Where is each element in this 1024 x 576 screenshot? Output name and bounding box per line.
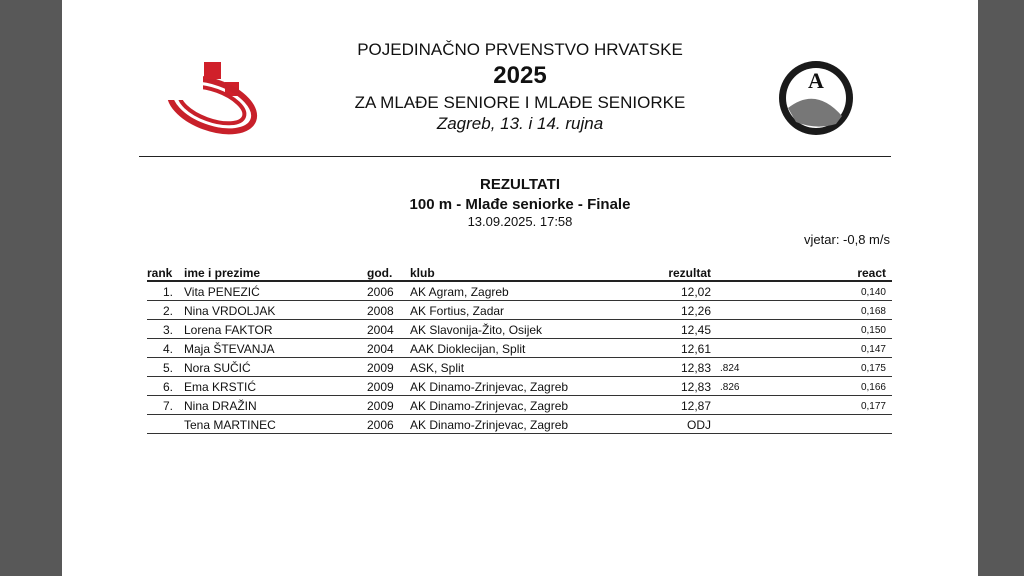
championship-place-date: Zagreb, 13. i 14. rujna [436,114,604,133]
cell-god: 2009 [367,361,394,375]
cell-react: 0,177 [860,401,886,412]
cell-klub: AAK Dioklecijan, Split [410,342,526,356]
divider [139,156,891,157]
col-klub: klub [410,266,435,280]
championship-year: 2025 [493,62,547,89]
cell-god: 2006 [367,285,394,299]
cell-klub: AK Agram, Zagreb [410,285,509,299]
cell-klub: AK Dinamo-Zrinjevac, Zagreb [410,399,569,413]
table-row [147,396,892,415]
table-row [147,320,892,339]
table-row [147,358,892,377]
wind-reading: vjetar: -0,8 m/s [804,232,890,247]
cell-name: Nina VRDOLJAK [184,304,276,318]
cell-rank: 5. [162,361,173,375]
cell-god: 2008 [367,304,394,318]
cell-react: 0,147 [860,344,886,355]
cell-rezultat: 12,45 [680,323,711,337]
cell-god: 2004 [367,342,394,356]
cell-rezultat: 12,83 [680,361,711,375]
cell-god: 2006 [367,418,394,432]
table-row [147,377,892,396]
cell-react: 0,166 [860,382,886,393]
cell-god: 2004 [367,323,394,337]
cell-rezultat: 12,87 [680,399,711,413]
cell-rank: 3. [162,323,173,337]
cell-ext: .826 [720,382,740,393]
cell-name: Ema KRSTIĆ [184,380,257,394]
cell-rank: 6. [162,380,173,394]
cell-god: 2009 [367,399,394,413]
cell-klub: AK Dinamo-Zrinjevac, Zagreb [410,418,569,432]
cell-klub: AK Dinamo-Zrinjevac, Zagreb [410,380,569,394]
cell-rezultat: ODJ [687,418,711,432]
cell-name: Nina DRAŽIN [184,399,257,413]
col-rank: rank [147,266,173,280]
col-rezultat: rezultat [668,266,711,280]
cell-rank: 4. [162,342,173,356]
cell-rezultat: 12,83 [680,380,711,394]
cell-name: Maja ŠTEVANJA [184,342,275,356]
col-god: god. [367,266,393,280]
table-row [147,339,892,358]
cell-rezultat: 12,26 [680,304,711,318]
cell-rezultat: 12,02 [680,285,711,299]
results-title: REZULTATI [480,176,560,193]
championship-title: POJEDINAČNO PRVENSTVO HRVATSKE [357,40,683,59]
cell-name: Tena MARTINEC [184,418,276,432]
event-name: 100 m - Mlađe seniorke - Finale [409,196,631,213]
cell-name: Lorena FAKTOR [184,323,273,337]
results-document [62,0,978,576]
table-row [147,301,892,320]
event-datetime: 13.09.2025. 17:58 [467,214,573,229]
championship-category: ZA MLAĐE SENIORE I MLAĐE SENIORKE [354,93,686,112]
table-row [147,282,892,301]
cell-ext: .824 [720,363,740,374]
cell-name: Nora SUČIĆ [184,361,251,375]
col-react: react [857,266,886,280]
cell-rezultat: 12,61 [680,342,711,356]
cell-klub: ASK, Split [410,361,465,375]
table-header [147,263,892,282]
cell-rank: 7. [162,399,173,413]
cell-react: 0,175 [860,363,886,374]
results-table [147,263,892,434]
table-row [147,415,892,434]
cell-rank: 1. [162,285,173,299]
cell-rank: 2. [162,304,173,318]
cell-react: 0,168 [860,306,886,317]
cell-name: Vita PENEZIĆ [184,285,260,299]
cell-react: 0,150 [860,325,886,336]
svg-text:A: A [808,68,824,93]
cell-klub: AK Slavonija-Žito, Osijek [410,323,543,337]
cell-react: 0,140 [860,287,886,298]
cell-god: 2009 [367,380,394,394]
cell-klub: AK Fortius, Zadar [410,304,505,318]
col-name: ime i prezime [184,266,261,280]
